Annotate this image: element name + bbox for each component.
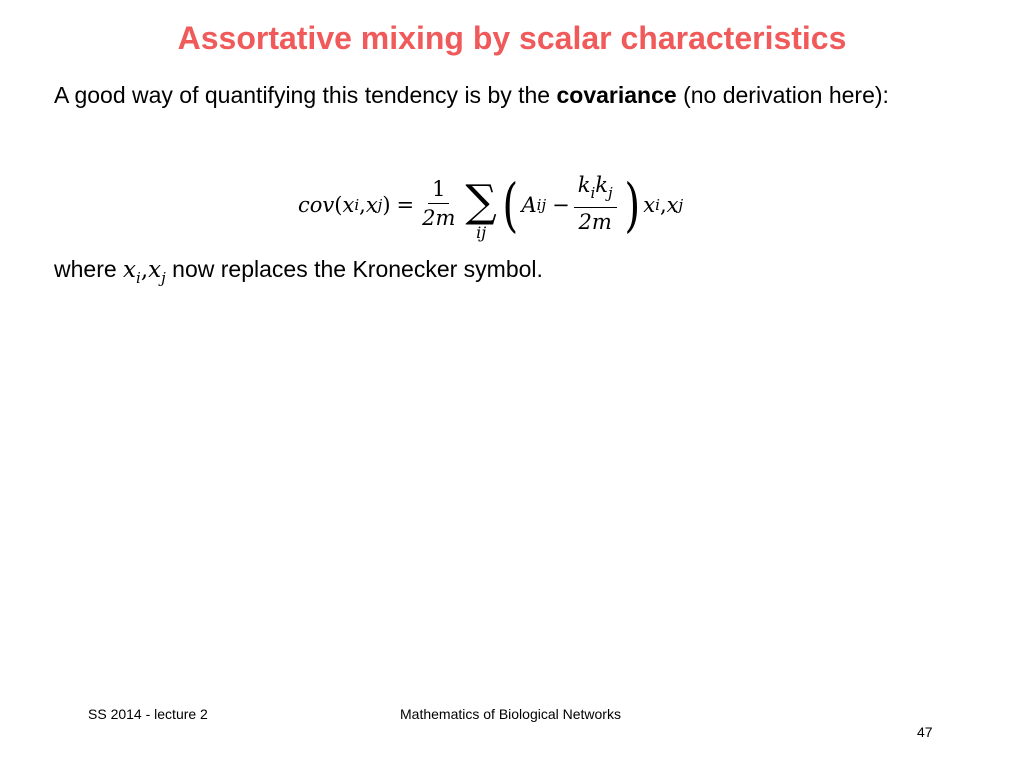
- where-x-i: x: [123, 257, 137, 283]
- fraction-denominator-2m: 2m: [422, 205, 456, 230]
- k-j-var: k: [595, 172, 608, 197]
- x-i-factor: x: [643, 193, 656, 217]
- sum-index: ij: [476, 223, 487, 242]
- where-x-j: x: [148, 257, 162, 283]
- minus-sign: −: [552, 193, 570, 217]
- where-prefix: where: [54, 256, 124, 282]
- right-paren: ): [382, 193, 391, 217]
- sigma-symbol: ∑: [465, 176, 497, 227]
- k-i-var: k: [577, 172, 591, 197]
- covariance-formula: [0, 160, 1024, 250]
- comma-2: ,: [659, 193, 667, 217]
- x-j-sub: j: [377, 196, 383, 214]
- x-j-var: x: [365, 193, 378, 217]
- comma-1: ,: [359, 193, 366, 217]
- intro-text-prefix: A good way of quantifying this tendency is by the: [54, 82, 557, 108]
- where-x-j-sub: j: [161, 269, 166, 287]
- fraction-denominator-2m-second: 2m: [578, 209, 612, 234]
- covariance-term: covariance: [556, 82, 677, 108]
- left-paren: (: [334, 193, 343, 217]
- page-number: 47: [917, 724, 933, 740]
- x-j-factor: x: [666, 193, 679, 217]
- fraction-numerator-kikj: [574, 173, 617, 208]
- k-j-sub: j: [608, 183, 613, 202]
- k-i-sub: i: [590, 183, 596, 202]
- fraction-one-over-2m: [418, 177, 459, 230]
- x-i-factor-sub: i: [655, 196, 660, 214]
- intro-paragraph: [54, 78, 934, 112]
- where-comma: ,: [140, 257, 149, 283]
- cov-function: cov: [298, 193, 335, 217]
- equals-sign: =: [396, 193, 415, 217]
- x-i-var: x: [342, 193, 355, 217]
- fraction-numerator-one: 1: [428, 177, 449, 204]
- where-suffix: now replaces the Kronecker symbol.: [165, 256, 543, 282]
- x-i-sub: i: [354, 196, 360, 214]
- where-paragraph: [54, 252, 934, 295]
- a-sub: ij: [536, 196, 547, 214]
- fraction-kikj-over-2m: [574, 173, 617, 234]
- x-j-factor-sub: j: [678, 196, 684, 214]
- intro-text-suffix: (no derivation here):: [676, 82, 889, 108]
- where-x-i-sub: i: [136, 269, 141, 287]
- slide-title: Assortative mixing by scalar characteristics: [177, 20, 847, 56]
- footer-course: SS 2014 - lecture 2: [88, 706, 208, 722]
- summation: [465, 176, 497, 242]
- footer-subject: Mathematics of Biological Networks: [400, 706, 621, 722]
- formula-row: [298, 160, 683, 250]
- a-var: A: [521, 193, 537, 217]
- big-left-paren: (: [502, 171, 519, 239]
- big-right-paren: ): [624, 171, 640, 239]
